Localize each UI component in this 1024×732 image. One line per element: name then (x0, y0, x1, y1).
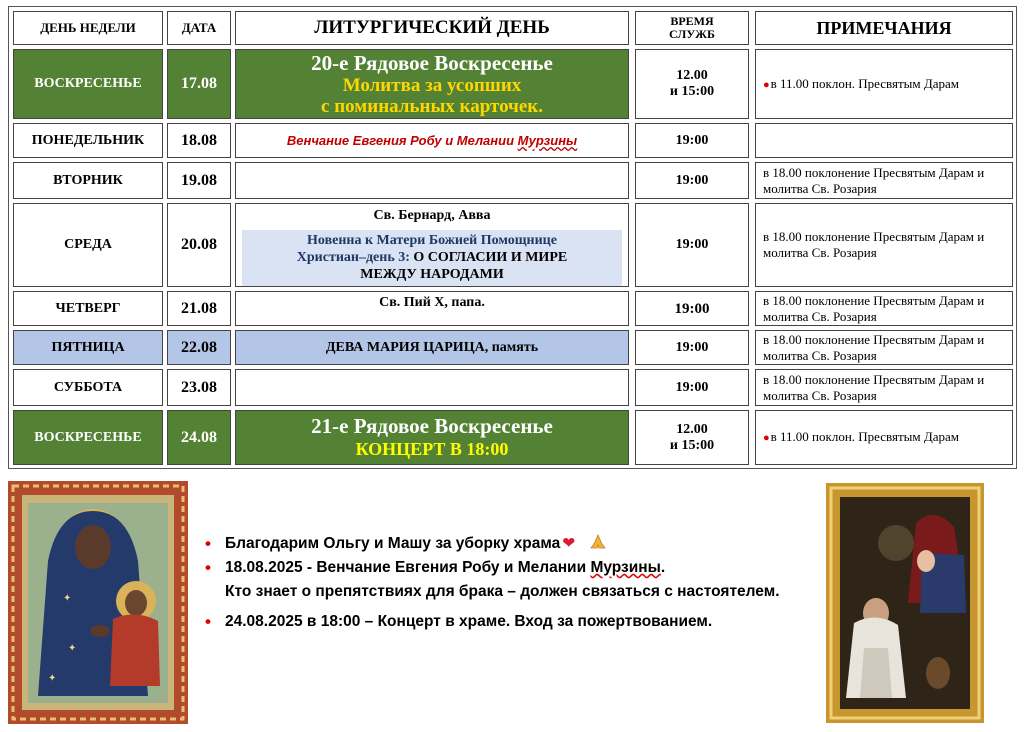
svg-text:✦: ✦ (63, 593, 72, 604)
row-17-note: ●в 11.00 поклон. Пресвятым Дарам (755, 49, 1013, 119)
header-day-of-week: ДЕНЬ НЕДЕЛИ (13, 11, 163, 45)
row-24-time: 12.00 и 15:00 (635, 410, 749, 465)
svg-text:✦: ✦ (48, 673, 57, 684)
header-service-time: ВРЕМЯ СЛУЖБ (635, 11, 749, 45)
row-23-note: в 18.00 поклонение Пресвятым Дарам и молитва Св. Розария (755, 369, 1013, 406)
row-21-date: 21.08 (167, 291, 231, 326)
row-20-day: СРЕДА (13, 203, 163, 287)
row-17-time: 12.00 и 15:00 (635, 49, 749, 119)
madonna-icon-image (8, 481, 188, 724)
row-21-liturgy: Св. Пий X, папа. (235, 291, 629, 326)
row-24-day: ВОСКРЕСЕНЬЕ (13, 410, 163, 465)
row-24-date: 24.08 (167, 410, 231, 465)
row-23-liturgy (235, 369, 629, 406)
schedule-table (8, 6, 1017, 469)
row-20-date: 20.08 (167, 203, 231, 287)
praying-hands-icon (588, 534, 608, 550)
st-bernard-painting-image (826, 483, 984, 723)
row-21-day: ЧЕТВЕРГ (13, 291, 163, 326)
row-19-time: 19:00 (635, 162, 749, 199)
red-bullet-icon: ● (763, 78, 770, 91)
announcement-item: • 24.08.2025 в 18:00 – Концерт в храме. Вход за пожертвованием. (225, 610, 805, 634)
row-23-day: СУББОТА (13, 369, 163, 406)
row-19-day: ВТОРНИК (13, 162, 163, 199)
header-liturgical-day: ЛИТУРГИЧЕСКИЙ ДЕНЬ (235, 11, 629, 45)
red-bullet-icon: ● (763, 432, 770, 444)
row-18-time: 19:00 (635, 123, 749, 158)
row-20-saint: Св. Бернард, Авва (373, 208, 491, 223)
row-17-liturgy: 20-е Рядовое Воскресенье Молитва за усопших с поминальных карточек. (235, 49, 629, 119)
row-19-note: в 18.00 поклонение Пресвятым Дарам и молитва Св. Розария (755, 162, 1013, 199)
row-22-day: ПЯТНИЦА (13, 330, 163, 365)
row-20-note: в 18.00 поклонение Пресвятым Дарам и молитва Св. Розария (755, 203, 1013, 287)
row-24-note: ●в 11.00 поклон. Пресвятым Дарам (755, 410, 1013, 465)
madonna-icon-illustration (8, 481, 188, 724)
row-18-liturgy: Венчание Евгения Робу и Мелании Мурзины (235, 123, 629, 158)
announcement-item: • Благодарим Ольгу и Машу за уборку храма ❤ (225, 532, 805, 556)
row-21-time: 19:00 (635, 291, 749, 326)
row-23-date: 23.08 (167, 369, 231, 406)
heart-icon: ❤ (562, 535, 576, 552)
row-18-note (755, 123, 1013, 158)
svg-text:✦: ✦ (68, 643, 77, 654)
announcement-item: • 18.08.2025 - Венчание Евгения Робу и Мелании Мурзины. Кто знает о препятствиях для брака – должен связаться с настоятелем. (225, 556, 805, 604)
row-19-date: 19.08 (167, 162, 231, 199)
header-notes: ПРИМЕЧАНИЯ (755, 11, 1013, 45)
row-22-date: 22.08 (167, 330, 231, 365)
row-24-liturgy: 21-е Рядовое Воскресенье КОНЦЕРТ В 18:00 (235, 410, 629, 465)
row-18-day: ПОНЕДЕЛЬНИК (13, 123, 163, 158)
row-22-liturgy: ДЕВА МАРИЯ ЦАРИЦА, память (235, 330, 629, 365)
row-21-note: в 18.00 поклонение Пресвятым Дарам и молитва Св. Розария (755, 291, 1013, 326)
row-20-time: 19:00 (635, 203, 749, 287)
announcements-list (205, 532, 805, 634)
row-17-day: ВОСКРЕСЕНЬЕ (13, 49, 163, 119)
row-18-date: 18.08 (167, 123, 231, 158)
header-date: ДАТА (167, 11, 231, 45)
row-19-liturgy (235, 162, 629, 199)
row-20-liturgy (235, 203, 629, 287)
st-bernard-painting-illustration (826, 483, 984, 723)
row-17-date: 17.08 (167, 49, 231, 119)
row-22-note: в 18.00 поклонение Пресвятым Дарам и молитва Св. Розария (755, 330, 1013, 365)
novena-box: Новенна к Матери Божией Помощнице Христиан–день 3: О СОГЛАСИИ И МИРЕ МЕЖДУ НАРОДАМИ (242, 230, 622, 287)
row-22-time: 19:00 (635, 330, 749, 365)
row-23-time: 19:00 (635, 369, 749, 406)
